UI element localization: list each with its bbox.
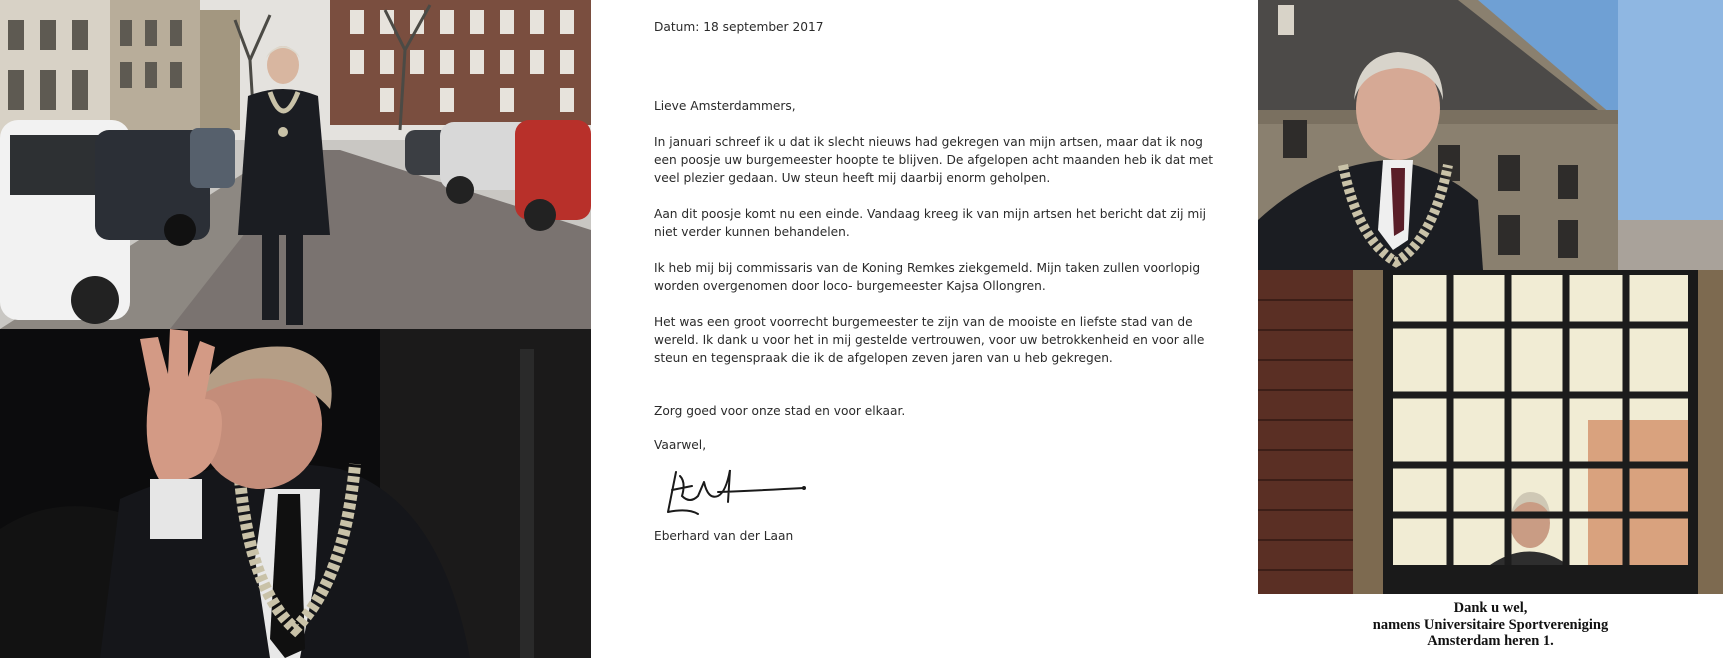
- photo-mayor-portrait-palace: [1258, 0, 1723, 270]
- photo-mayor-behind-window: [1258, 270, 1723, 594]
- letter-date: Datum: 18 september 2017: [654, 20, 824, 34]
- letter-paragraph: In januari schreef ik u dat ik slecht nieuws had gekregen van mijn artsen, maar dat ik nog een poosje uw burgemeester hoopte te blijven. De afgelopen acht maanden heb ik dat met veel plezier gedaan. Uw steun heeft mij daarbij enorm geholpen.: [654, 135, 1214, 185]
- letter-paragraph: Het was een groot voorrecht burgemeester te zijn van de mooiste en liefste stad van de wereld. Ik dank u voor het in mij gestelde vertrouwen, voor uw betrokkenheid en voor alle steun en tegenspraak die ik de afgelopen zeven jaren van u heb gekregen.: [654, 315, 1205, 365]
- handwritten-signature: [658, 452, 808, 522]
- letter-farewell: Vaarwel,: [654, 438, 707, 452]
- caption-line: namens Universitaire Sportvereniging: [1372, 616, 1609, 633]
- thank-you-caption: [1258, 600, 1723, 650]
- letter-signatory-name: Eberhard van der Laan: [654, 529, 794, 543]
- letter-closing: Zorg goed voor onze stad en voor elkaar.: [654, 404, 906, 418]
- photo-mayor-hand-on-forehead: [0, 329, 591, 658]
- letter-paragraph: Aan dit poosje komt nu een einde. Vandaag kreeg ik van mijn artsen het bericht dat zij mij niet verder kunnen behandelen.: [654, 207, 1206, 239]
- caption-line: Amsterdam heren 1.: [1427, 633, 1554, 649]
- farewell-letter: [592, 0, 1256, 658]
- letter-paragraph: Ik heb mij bij commissaris van de Koning Remkes ziekgemeld. Mijn taken zullen voorlopig worden overgenomen door loco- burgemeester Kajsa Ollongren.: [654, 261, 1201, 293]
- caption-line: Dank u wel,: [1453, 600, 1528, 616]
- photo-mayor-walking-street: [0, 0, 591, 329]
- letter-greeting: Lieve Amsterdammers,: [654, 99, 796, 113]
